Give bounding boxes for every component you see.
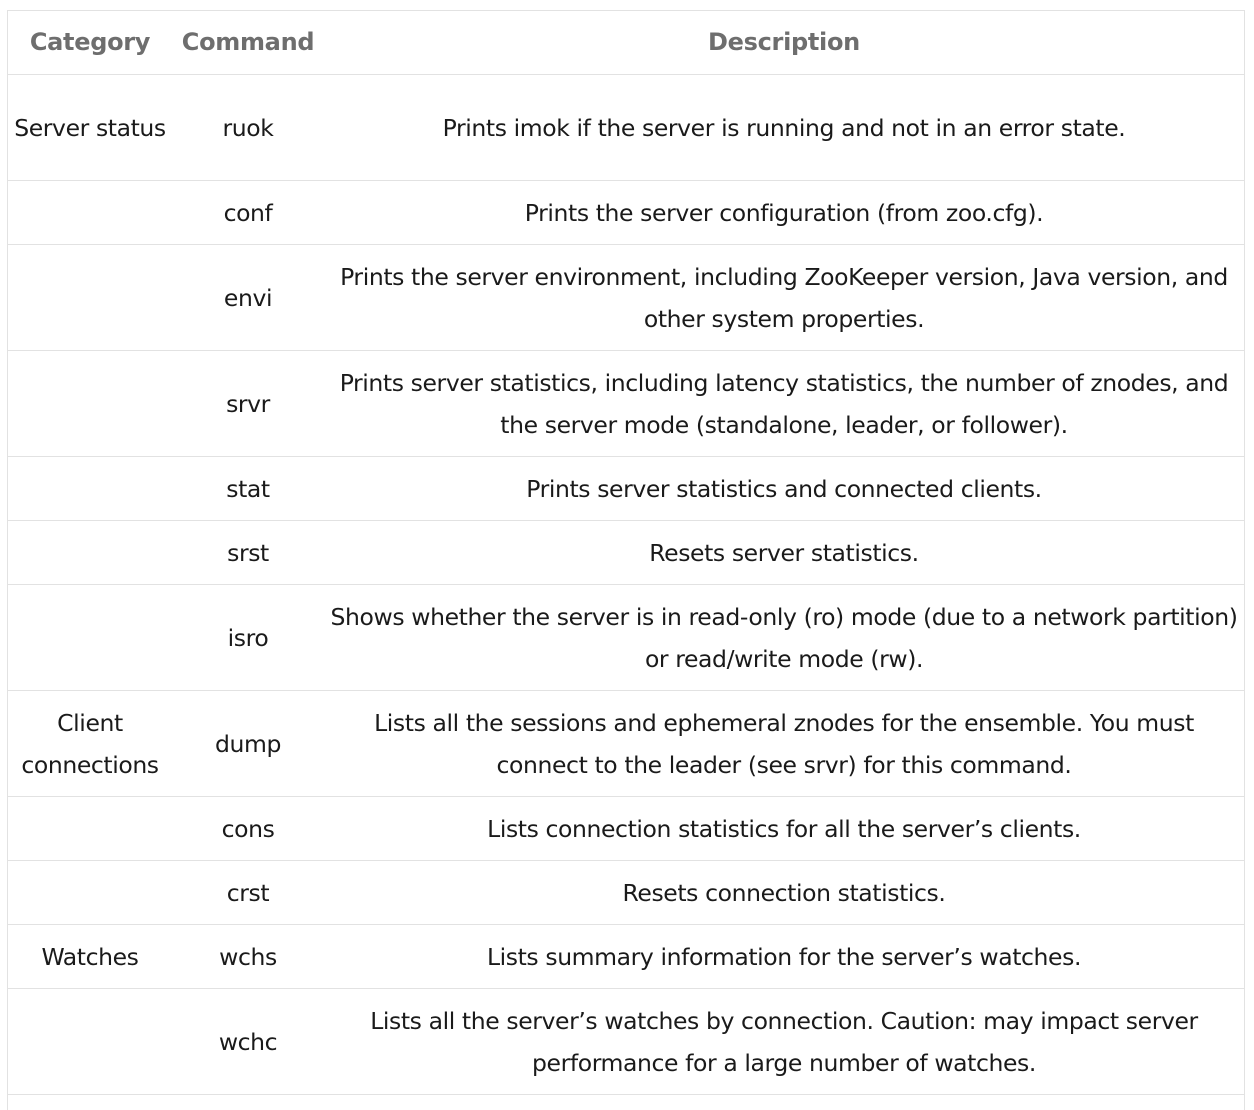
table-row xyxy=(7,989,1245,1095)
cell-category: Watches xyxy=(7,925,173,989)
cell-description: Prints the server environment, including ZooKeeper version, Java version, and other system properties. xyxy=(323,245,1245,351)
cell-command: dump xyxy=(173,691,323,797)
table-row xyxy=(7,861,1245,925)
cell-category: Server status xyxy=(7,75,173,181)
cell-description: Resets server statistics. xyxy=(323,521,1245,585)
cell-category xyxy=(7,181,173,245)
table-row xyxy=(7,351,1245,457)
cell-command: conf xyxy=(173,181,323,245)
cell-description: Prints imok if the server is running and not in an error state. xyxy=(323,75,1245,181)
cell-description: Lists all the sessions and ephemeral znodes for the ensemble. You must connect to the leader (see srvr) for this command. xyxy=(323,691,1245,797)
cell-description: Prints the server configuration (from zoo.cfg). xyxy=(323,181,1245,245)
cell-category xyxy=(7,457,173,521)
header-command: Command xyxy=(173,10,323,75)
cell-description: Shows whether the server is in read-only (ro) mode (due to a network partition) or read/write mode (rw). xyxy=(323,585,1245,691)
cell-description: Prints server statistics, including latency statistics, the number of znodes, and the server mode (standalone, leader, or follower). xyxy=(323,351,1245,457)
cell-category xyxy=(7,585,173,691)
table-row xyxy=(7,585,1245,691)
table-row xyxy=(7,797,1245,861)
cell-command: srst xyxy=(173,521,323,585)
commands-table xyxy=(7,10,1245,1095)
cell-command: wchs xyxy=(173,925,323,989)
cell-description: Lists connection statistics for all the server’s clients. xyxy=(323,797,1245,861)
cell-command: srvr xyxy=(173,351,323,457)
cell-category xyxy=(7,521,173,585)
cell-description: Resets connection statistics. xyxy=(323,861,1245,925)
table-row xyxy=(7,181,1245,245)
table-row xyxy=(7,691,1245,797)
cell-category xyxy=(7,245,173,351)
cell-command: ruok xyxy=(173,75,323,181)
header-description: Description xyxy=(323,10,1245,75)
cell-command: cons xyxy=(173,797,323,861)
cell-category xyxy=(7,797,173,861)
cell-category xyxy=(7,351,173,457)
cell-description: Prints server statistics and connected clients. xyxy=(323,457,1245,521)
cell-command: isro xyxy=(173,585,323,691)
cell-description: Lists all the server’s watches by connection. Caution: may impact server performance for a large number of watches. xyxy=(323,989,1245,1095)
cell-category xyxy=(7,861,173,925)
cell-description: Lists summary information for the server’s watches. xyxy=(323,925,1245,989)
cell-command: envi xyxy=(173,245,323,351)
table-row xyxy=(7,521,1245,585)
cell-command: wchc xyxy=(173,989,323,1095)
cell-command: stat xyxy=(173,457,323,521)
cell-category: Client connections xyxy=(7,691,173,797)
cell-category xyxy=(7,989,173,1095)
table-row xyxy=(7,925,1245,989)
table-row xyxy=(7,75,1245,181)
header-category: Category xyxy=(7,10,173,75)
table-header-row xyxy=(7,10,1245,75)
table-row xyxy=(7,457,1245,521)
table-row xyxy=(7,245,1245,351)
cell-command: crst xyxy=(173,861,323,925)
